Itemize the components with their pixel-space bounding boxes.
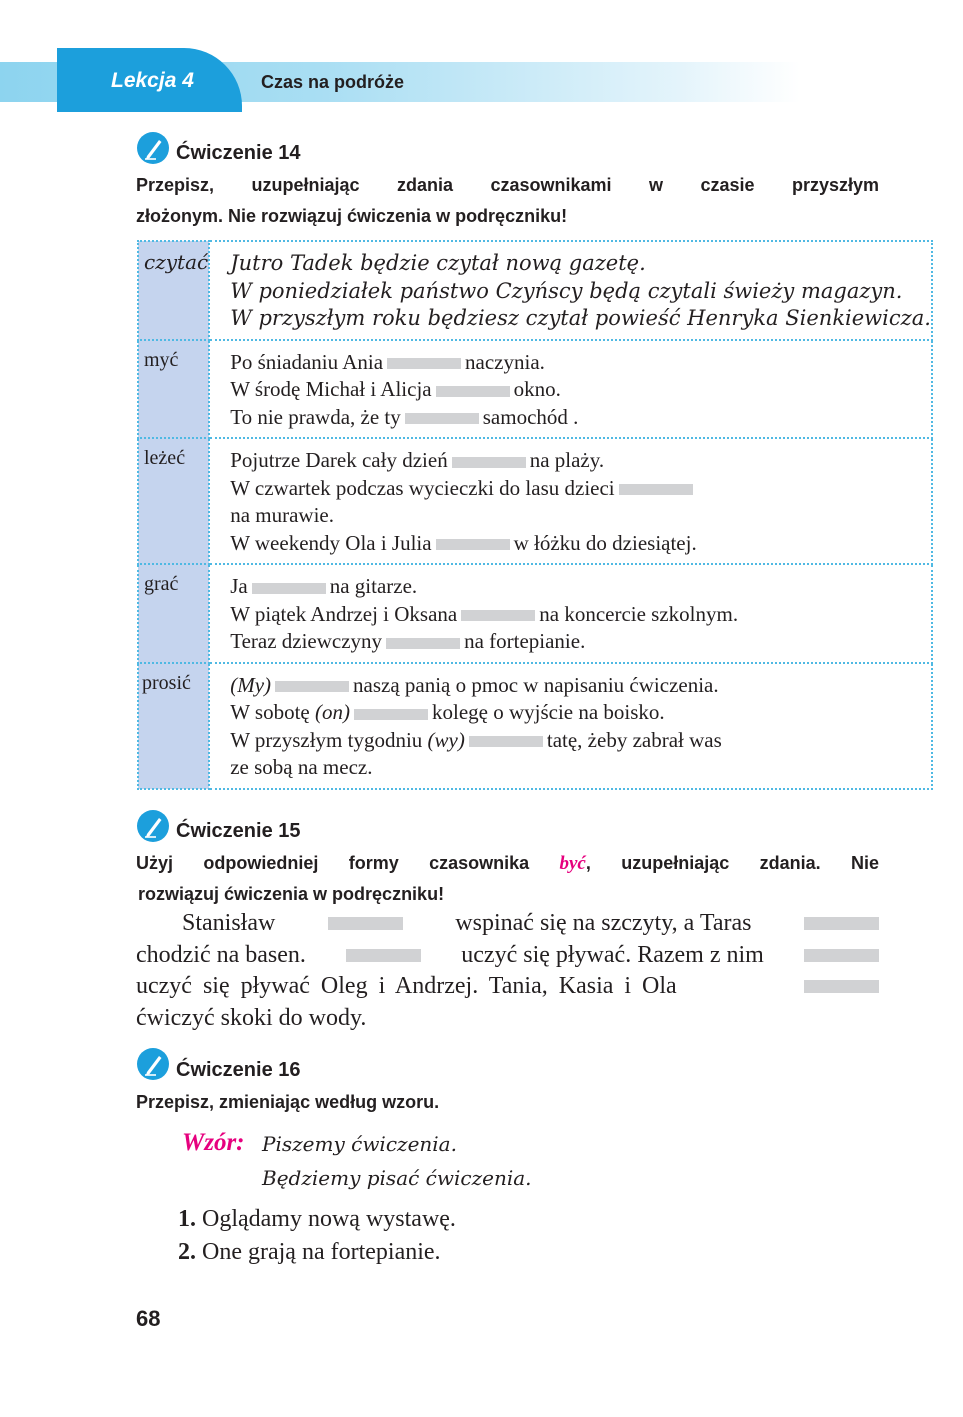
example-sentence: Jutro Tadek będzie czytał nową gazetę.: [230, 251, 646, 275]
blank-field[interactable]: [252, 583, 326, 594]
task-text: Oglądamy nową wystawę.: [202, 1206, 456, 1232]
instruction-line: Przepisz, uzupełniając zdania czasownikami w czasie przyszłym: [136, 175, 879, 195]
text: uczyć się pływać Oleg i Andrzej. Tania, Kasia i Ola: [136, 973, 677, 999]
pronoun-hint: (on): [314, 700, 350, 724]
lesson-title: Czas na podróże: [261, 72, 405, 92]
instruction-part: Użyj odpowiedniej formy czasownika: [136, 853, 560, 873]
pencil-circle-icon: [136, 1047, 170, 1081]
sentence-part: na fortepianie.: [464, 629, 586, 653]
blank-field[interactable]: [461, 610, 535, 621]
example-sentence: W przyszłym roku będziesz czytał powieść Henryka Sienkiewicza.: [230, 306, 931, 330]
pencil-circle-icon: [136, 131, 170, 165]
instruction-line: złożonym. Nie rozwiązuj ćwiczenia w podręczniku!: [136, 206, 568, 226]
task-number: 1.: [178, 1206, 196, 1232]
sentence-part: kolegę o wyjście na boisko.: [431, 700, 665, 724]
blank-field[interactable]: [619, 484, 693, 495]
table-row: [138, 564, 932, 663]
sentence-part: W środę Michał i Alicja: [230, 377, 432, 401]
sentences-cell: [209, 340, 932, 439]
sentence-part: samochód .: [482, 404, 579, 429]
pronoun-hint: (wy): [427, 727, 465, 752]
sentence-part: Ja: [230, 574, 248, 598]
pattern-example: Będziemy pisać ćwiczenia.: [262, 1166, 532, 1190]
verb-cell: leżeć: [138, 438, 209, 564]
sentences-cell: [209, 564, 932, 663]
highlighted-verb: być: [559, 853, 586, 874]
instruction-line: [136, 848, 879, 879]
instruction-line: rozwiązuj ćwiczenia w podręczniku!: [138, 884, 445, 904]
blank-field[interactable]: [387, 358, 461, 369]
sentence-part: na gitarze.: [329, 574, 418, 598]
sentences-cell: [209, 438, 932, 564]
pattern-example: Piszemy ćwiczenia.: [262, 1132, 457, 1156]
sentence: [230, 530, 931, 558]
exercise-14-title: Ćwiczenie 14: [176, 142, 301, 164]
task-text: One grają na fortepianie.: [202, 1239, 441, 1265]
page-number: 68: [136, 1306, 161, 1331]
verb-cell: prosić: [138, 663, 209, 789]
sentence-part: na koncercie szkolnym.: [539, 601, 739, 626]
blank-field[interactable]: [346, 949, 421, 962]
sentence: [230, 475, 931, 503]
exercise-14-instruction: [136, 170, 879, 232]
text: ćwiczyć skoki do wody.: [136, 1004, 367, 1031]
sentence-part: w łóżku do dziesiątej.: [513, 530, 697, 555]
verb-cell: czytać: [138, 241, 209, 340]
exercise-16-instruction: Przepisz, zmieniając według wzoru.: [136, 1092, 440, 1112]
sentence-part: tatę, żeby zabrał was: [546, 727, 722, 752]
sentence-part: naczynia.: [465, 349, 545, 374]
text: uczyć się pływać. Razem z nim: [461, 941, 764, 968]
verb-cell: myć: [138, 340, 209, 439]
task-item: [178, 1239, 441, 1266]
sentence: [230, 601, 931, 629]
task-number: 2.: [178, 1239, 196, 1265]
sentence: [230, 349, 931, 377]
paragraph-line: [136, 1003, 879, 1035]
sentence: [230, 727, 931, 755]
sentence-part: To nie prawda, że ty: [230, 404, 401, 429]
paragraph-line: [136, 940, 879, 972]
blank-field[interactable]: [436, 539, 510, 550]
blank-field[interactable]: [804, 980, 879, 993]
sentence: [230, 754, 931, 782]
verb-cell: grać: [138, 564, 209, 663]
blank-field[interactable]: [436, 386, 510, 397]
exercise-15-title: Ćwiczenie 15: [176, 820, 301, 842]
sentence-part: ze sobą na mecz.: [230, 755, 373, 779]
sentences-cell: [209, 241, 932, 340]
blank-field[interactable]: [275, 681, 349, 692]
blank-field[interactable]: [452, 457, 526, 468]
exercise-15-paragraph: [136, 908, 879, 1034]
blank-field[interactable]: [804, 949, 879, 962]
text: wspinać się na szczyty, a Taras: [455, 910, 752, 936]
sentence: [230, 447, 931, 475]
sentence-part: W piątek Andrzej i Oksana: [230, 601, 458, 626]
sentence: [230, 699, 931, 727]
text: Stanisław: [182, 910, 276, 936]
table-row: [138, 241, 932, 340]
table-row: [138, 340, 932, 439]
text: chodzić na basen.: [136, 941, 306, 968]
blank-field[interactable]: [354, 709, 428, 720]
blank-field[interactable]: [469, 736, 543, 747]
sentence-part: Po śniadaniu Ania: [230, 349, 384, 374]
sentence-part: W weekendy Ola i Julia: [230, 530, 432, 555]
sentence-part: na murawie.: [230, 503, 334, 527]
task-item: [178, 1206, 456, 1233]
paragraph-line: [136, 908, 879, 940]
table-row: [138, 438, 932, 564]
sentence: [230, 628, 931, 656]
lesson-label: Lekcja 4: [111, 69, 194, 92]
paragraph-line: [136, 971, 879, 1003]
sentence-part: na plaży.: [529, 448, 605, 472]
blank-field[interactable]: [804, 917, 879, 930]
example-sentence: W poniedziałek państwo Czyńscy będą czytali świeży magazyn.: [230, 278, 903, 303]
table-row: [138, 663, 932, 789]
blank-field[interactable]: [386, 638, 460, 649]
sentence-part: okno.: [513, 377, 561, 401]
sentence: [230, 502, 931, 530]
sentence-part: naszą panią o pmoc w napisaniu ćwiczenia.: [353, 672, 719, 697]
exercise-15-instruction: [136, 848, 879, 910]
sentence-part: W czwartek podczas wycieczki do lasu dzieci: [230, 475, 615, 500]
blank-field[interactable]: [328, 917, 403, 930]
sentence: [230, 573, 931, 601]
sentence: [230, 672, 931, 700]
sentence-part: Pojutrze Darek cały dzień: [230, 448, 448, 472]
pattern-label: Wzór:: [182, 1129, 245, 1156]
sentence: [230, 376, 931, 404]
exercise-14-table: [137, 240, 933, 790]
sentence: [230, 404, 931, 432]
sentences-cell: [209, 663, 932, 789]
instruction-part: , uzupełniając zdania. Nie: [585, 853, 879, 873]
sentence-part: Teraz dziewczyny: [230, 629, 383, 653]
pronoun-hint: (My): [230, 672, 272, 697]
blank-field[interactable]: [405, 413, 479, 424]
exercise-16-title: Ćwiczenie 16: [176, 1059, 301, 1081]
pencil-circle-icon: [136, 809, 170, 843]
sentence-part: W przyszłym tygodniu: [230, 727, 428, 752]
sentence-part: W sobotę: [230, 700, 315, 724]
